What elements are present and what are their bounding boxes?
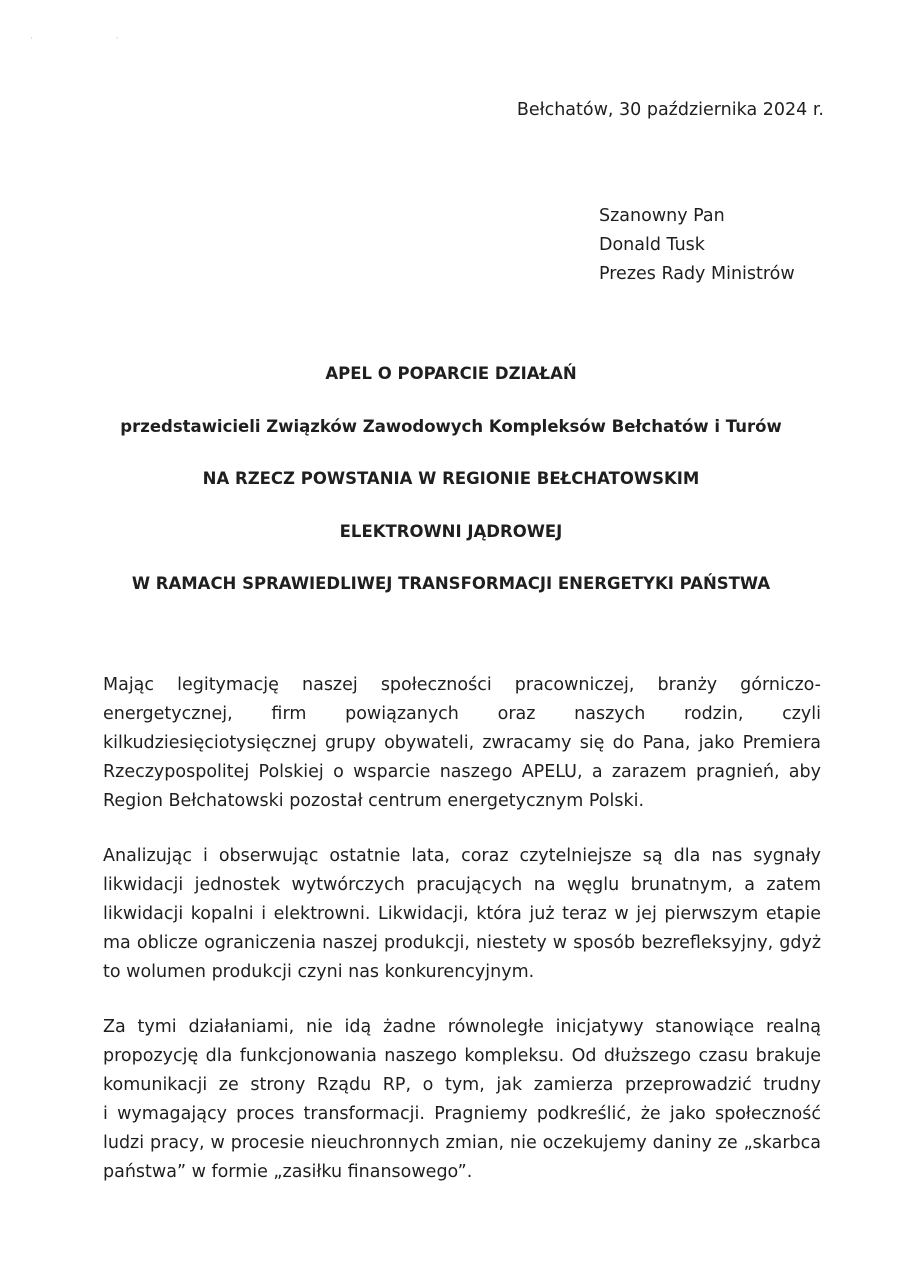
paragraph-line: komunikacji ze strony Rządu RP, o tym, jak zamierza przeprowadzić trudny <box>103 1075 821 1095</box>
appeal-title-block <box>0 364 902 627</box>
body-paragraph-2 <box>103 842 821 987</box>
paragraph-line: i wymagający proces transformacji. Pragniemy podkreślić, że jako społeczność <box>103 1104 821 1124</box>
paragraph-line: likwidacji kopalni i elektrowni. Likwidacji, która już teraz w jej pierwszym etapie <box>103 904 821 924</box>
paragraph-line: kilkudziesięciotysięcznej grupy obywateli, zwracamy się do Pana, jako Premiera <box>103 733 821 753</box>
addressee-position: Prezes Rady Ministrów <box>599 264 795 284</box>
letter-body <box>103 671 821 1213</box>
appeal-subtitle: przedstawicieli Związków Zawodowych Kompleksów Bełchatów i Turów <box>120 416 782 436</box>
paragraph-line: Mając legitymację naszej społeczności pracowniczej, branży górniczo- <box>103 675 821 695</box>
paragraph-line: Rzeczypospolitej Polskiej o wsparcie naszego APELU, a zarazem pragnień, aby <box>103 762 821 782</box>
body-paragraph-3 <box>103 1013 821 1187</box>
paragraph-line: energetycznej, firm powiązanych oraz naszych rodzin, czyli <box>103 704 821 724</box>
appeal-title-line-3: NA RZECZ POWSTANIA W REGIONIE BEŁCHATOWSKIM <box>202 469 700 488</box>
addressee-salutation: Szanowny Pan <box>599 206 725 226</box>
paragraph-line: państwa” w formie „zasiłku finansowego”. <box>103 1162 473 1182</box>
appeal-title: APEL O POPARCIE DZIAŁAŃ <box>325 364 577 383</box>
addressee-block <box>599 202 795 289</box>
paragraph-line: likwidacji jednostek wytwórczych pracujących na węglu brunatnym, a zatem <box>103 875 821 895</box>
addressee-name: Donald Tusk <box>599 235 705 255</box>
letter-date: Bełchatów, 30 października 2024 r. <box>516 100 824 120</box>
body-paragraph-1 <box>103 671 821 816</box>
paragraph-line: ma oblicze ograniczenia naszej produkcji, niestety w sposób bezrefleksyjny, gdyż <box>103 933 821 953</box>
paragraph-line: Region Bełchatowski pozostał centrum energetycznym Polski. <box>103 791 645 811</box>
paragraph-line: to wolumen produkcji czyni nas konkurencyjnym. <box>103 962 535 982</box>
appeal-title-line-4: ELEKTROWNI JĄDROWEJ <box>339 521 563 541</box>
paragraph-line: Analizując i obserwując ostatnie lata, coraz czytelniejsze są dla nas sygnały <box>103 846 821 866</box>
paragraph-line: Za tymi działaniami, nie idą żadne równoległe inicjatywy stanowiące realną <box>103 1017 821 1037</box>
scan-specks: · · <box>30 34 159 44</box>
appeal-title-line-5: W RAMACH SPRAWIEDLIWEJ TRANSFORMACJI ENERGETYKI PAŃSTWA <box>131 574 771 593</box>
paragraph-line: ludzi pracy, w procesie nieuchronnych zmian, nie oczekujemy daniny ze „skarbca <box>103 1133 821 1153</box>
paragraph-line: propozycję dla funkcjonowania naszego kompleksu. Od dłuższego czasu brakuje <box>103 1046 821 1066</box>
